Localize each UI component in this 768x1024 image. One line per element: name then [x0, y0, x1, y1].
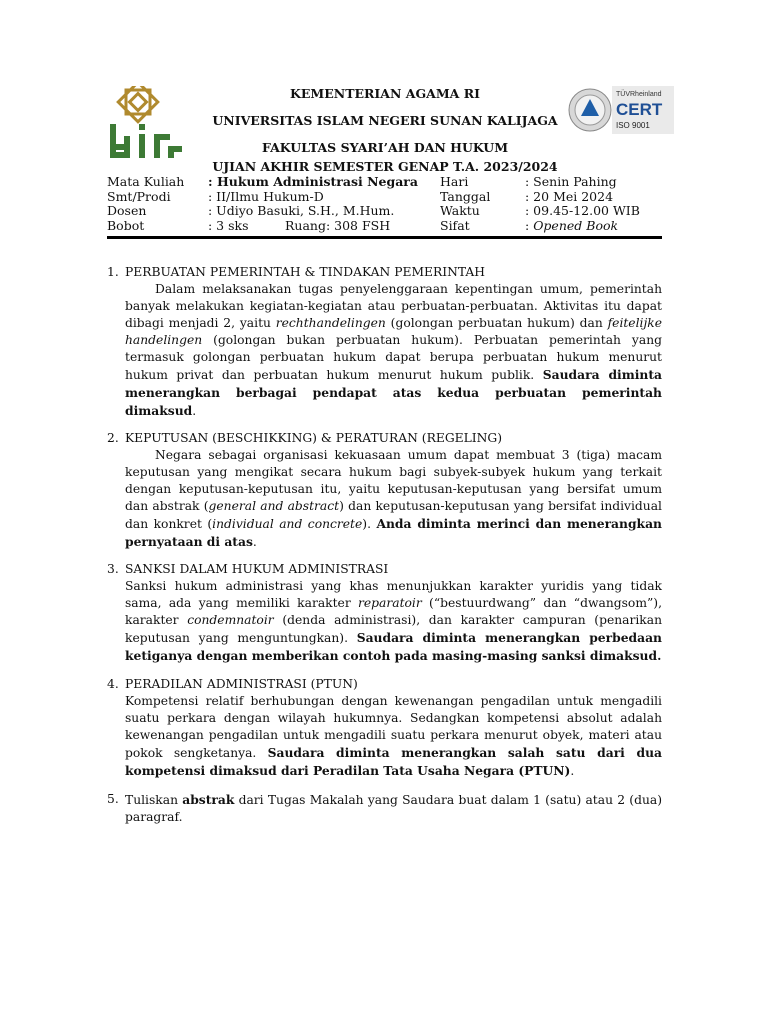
body-italic: individual and concrete: [212, 517, 363, 531]
question-1: [107, 264, 662, 420]
info-row: [107, 204, 662, 219]
body-text: Dalam melaksanakan tugas penyelenggaraan kepentingan umum, pemerintah banyak melakukan kegiatan-kegiatan atau perbuatan-perbuatan. Aktivitas itu dapat dibagi menjadi 2, yaitu: [125, 282, 662, 330]
question-number: 4.: [107, 677, 119, 691]
day-value: : Senin Pahing: [525, 174, 617, 189]
question-3: [107, 561, 662, 665]
info-row: [107, 190, 662, 205]
lecturer-label: Dosen: [107, 203, 147, 218]
course-label: Mata Kuliah: [107, 174, 185, 189]
university-name: UNIVERSITAS ISLAM NEGERI SUNAN KALIJAGA: [212, 113, 558, 128]
body-text: .: [192, 404, 197, 418]
body-text: Negara sebagai organisasi kekuasaan umum dapat membuat 3 (tiga) macam keputusan yang mengikat secara hukum bagi subyek-subyek hukum yang terkait dengan keputusan-keputusan itu, yaitu keputusan-keputusan yang bersifat umum dan abstrak (: [125, 448, 662, 513]
question-body: [125, 693, 662, 780]
body-instruction: Saudara diminta menerangkan berbagai pendapat atas kedua perbuatan pemerintah dimaksud: [125, 367, 662, 418]
question-title: PERBUATAN PEMERINTAH & TINDAKAN PEMERINTAH: [125, 265, 486, 279]
body-instruction: Saudara diminta menerangkan salah satu dari dua kompetensi dimaksud dari Peradilan Tata Usaha Negara (PTUN): [125, 745, 662, 778]
body-text: .: [252, 535, 257, 549]
body-text: Sanksi hukum administrasi yang khas menunjukkan karakter yuridis yang tidak sama, ada yang memiliki karakter: [125, 579, 662, 610]
iso-cert-logo: [568, 86, 674, 134]
question-4: [107, 676, 662, 780]
body-text: ) dan keputusan-keputusan yang bersifat individual dan konkret (: [125, 499, 662, 531]
nature-value: [525, 219, 618, 234]
cert-label: CERT: [616, 100, 663, 119]
exam-title: UJIAN AKHIR SEMESTER GENAP T.A. 2023/2024: [212, 159, 558, 174]
date-label: Tanggal: [440, 188, 491, 204]
question-body: [125, 578, 662, 665]
body-text: (“bestuurdwang” dan “dwangsom”), karakter: [125, 596, 662, 627]
info-row: [107, 219, 662, 234]
cert-iso: ISO 9001: [616, 121, 650, 130]
credit-label: Bobot: [107, 217, 145, 233]
body-italic: condemnatoir: [187, 613, 274, 627]
body-text: (golongan bukan perbuatan hukum). Perbuatan pemerintah yang termasuk golongan perbuatan hukum dapat berupa perbuatan hukum menurut hukum privat dan perbuatan hukum menurut hukum publik.: [125, 333, 662, 382]
question-title: KEPUTUSAN (BESCHIKKING) & PERATURAN (REGELING): [125, 431, 503, 445]
header-divider: [107, 236, 662, 239]
body-text: Tuliskan: [125, 793, 183, 807]
body-text: ).: [362, 517, 377, 531]
exam-info-table: [107, 175, 662, 233]
date-value: : 20 Mei 2024: [525, 188, 614, 204]
time-value: : 09.45-12.00 WIB: [525, 203, 640, 218]
body-text: Kompetensi relatif berhubungan dengan kewenangan pengadilan untuk mengadili suatu perkara dengan wilayah hukumnya. Sedangkan kompetensi absolut adalah kewenangan pengadilan untuk mengadili suatu perkara menurut obyek, materi atau pokok sengketanya.: [125, 694, 662, 760]
body-text: (golongan perbuatan hukum) dan: [385, 316, 608, 330]
question-body: [125, 281, 662, 420]
semester-label: Smt/Prodi: [107, 188, 171, 204]
body-instruction: Anda diminta merinci dan menerangkan pernyataan di atas: [125, 516, 662, 549]
question-2: [107, 430, 662, 551]
exam-header: [190, 84, 580, 176]
body-bold: abstrak: [182, 792, 235, 807]
time-label: Waktu: [440, 203, 480, 218]
question-number: 5.: [107, 792, 119, 806]
nature-text: Opened Book: [533, 217, 619, 233]
body-text: (denda administrasi), dan karakter campuran (penarikan keputusan yang menguntungkan).: [125, 613, 662, 645]
faculty-name: FAKULTAS SYARI’AH DAN HUKUM: [261, 140, 509, 155]
body-text: .: [570, 764, 575, 778]
semester-value: : II/Ilmu Hukum-D: [208, 188, 324, 204]
question-body: [125, 791, 662, 826]
cert-brand: TÜVRheinland: [616, 91, 662, 98]
room-value: Ruang: 308 FSH: [285, 217, 391, 233]
question-title: SANKSI DALAM HUKUM ADMINISTRASI: [125, 562, 389, 576]
question-number: 1.: [107, 265, 119, 279]
body-italic: feitelijke handelingen: [125, 316, 662, 347]
body-italic: rechthandelingen: [275, 316, 386, 330]
body-instruction: Saudara diminta menerangkan perbedaan ketiganya dengan memberikan contoh pada masing-masing sanksi dimaksud.: [125, 630, 662, 663]
question-number: 2.: [107, 431, 119, 445]
uin-logo: [106, 86, 186, 162]
nature-colon: :: [525, 217, 534, 233]
question-title: PERADILAN ADMINISTRASI (PTUN): [125, 677, 358, 691]
credit-value: : 3 sks: [208, 217, 249, 233]
nature-label: Sifat: [440, 217, 470, 233]
course-value: : Hukum Administrasi Negara: [208, 174, 418, 189]
body-italic: reparatoir: [358, 596, 422, 610]
question-number: 3.: [107, 562, 119, 576]
question-5: [107, 791, 662, 826]
info-row: [107, 175, 662, 190]
question-body: [125, 447, 662, 551]
body-italic: general and abstract: [208, 499, 340, 513]
day-label: Hari: [440, 174, 469, 189]
lecturer-value: : Udiyo Basuki, S.H., M.Hum.: [208, 203, 395, 218]
body-text: dari Tugas Makalah yang Saudara buat dalam 1 (satu) atau 2 (dua) paragraf.: [125, 793, 662, 824]
ministry-name: KEMENTERIAN AGAMA RI: [290, 86, 480, 101]
